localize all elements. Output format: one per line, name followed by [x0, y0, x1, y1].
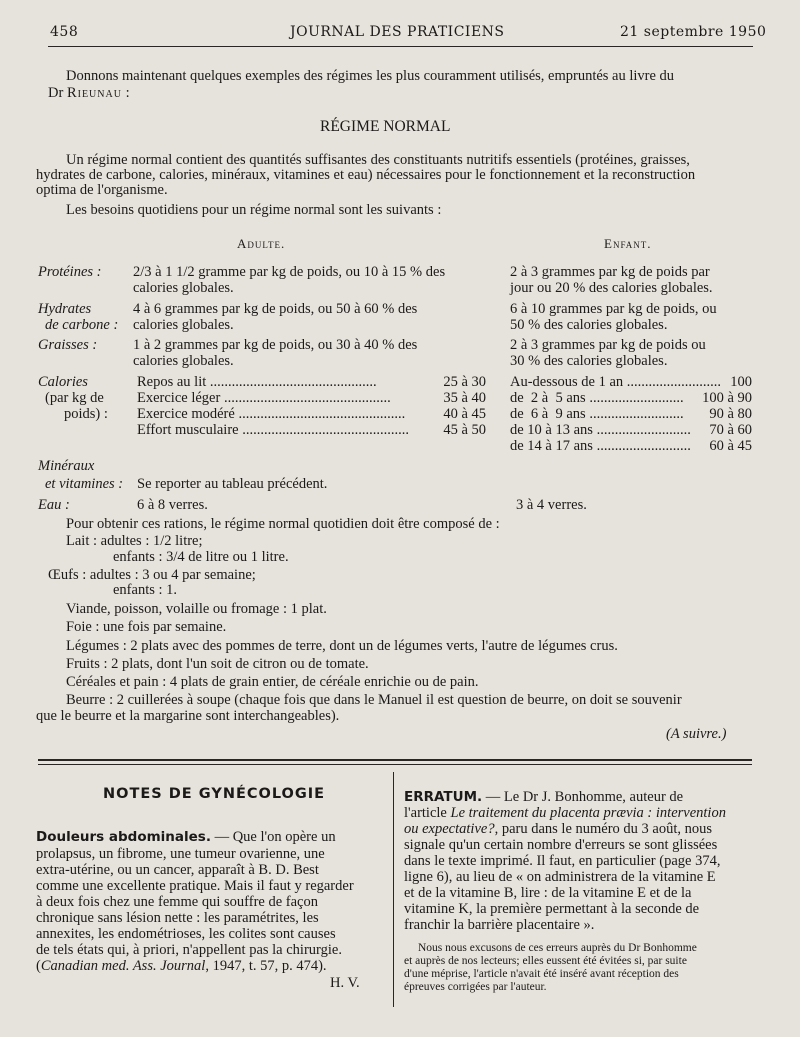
proteines-enfant-2: jour ou 20 % des calories globales. — [510, 280, 713, 296]
oeufs-enfants: enfants : 1. — [113, 582, 178, 598]
calories-enfant-label-2: de 2 à 5 ans .......................... — [510, 390, 684, 406]
label-mineraux-1: Minéraux — [38, 458, 95, 474]
item-cereales: Céréales et pain : 4 plats de grain entier, de céréale enrichie ou de pain. — [66, 674, 479, 690]
section-rule-top — [38, 759, 752, 761]
intro-line-1: Donnons maintenant quelques exemples des régimes les plus couramment utilisés, empruntés au livre du — [66, 68, 675, 84]
erratum-note-1: Nous nous excusons de ces erreurs auprès du Dr Bonhomme — [418, 942, 697, 954]
label-hydrates-1: Hydrates — [38, 301, 92, 317]
label-hydrates-2: de carbone : — [45, 317, 119, 333]
erratum-note-3: d'une méprise, l'article n'avait été inséré avant réception des — [404, 968, 679, 980]
calories-adulte-label-4: Effort musculaire .............................................. — [137, 422, 409, 438]
erratum-line-4: signale qu'un certain nombre d'erreurs se sont glissées — [404, 837, 718, 853]
hydrates-enfant-2: 50 % des calories globales. — [510, 317, 668, 333]
item-legumes: Légumes : 2 plats avec des pommes de terre, dont un de légumes verts, l'autre de légumes crus. — [66, 638, 618, 654]
erratum-line-9: franchir la barrière placentaire ». — [404, 917, 595, 933]
item-foie: Foie : une fois par semaine. — [66, 619, 227, 635]
regime-para-line-2: hydrates de carbone, calories, minéraux, vitamines et eau) nécessaires pour le fonctionnement et la reconstruction — [36, 167, 696, 183]
header-rule — [48, 46, 753, 47]
eau-adulte: 6 à 8 verres. — [137, 497, 208, 513]
eau-enfant: 3 à 4 verres. — [516, 497, 587, 513]
calories-adulte-label-2: Exercice léger .............................................. — [137, 390, 391, 406]
notes-line-6: chronique sans lésion nette : les paramétrites, les — [36, 910, 319, 926]
calories-enfant-label-4: de 10 à 13 ans .......................... — [510, 422, 691, 438]
label-graisses: Graisses : — [38, 337, 98, 353]
calories-enfant-value-2: 100 à 90 — [702, 390, 752, 406]
hydrates-enfant-1: 6 à 10 grammes par kg de poids, ou — [510, 301, 717, 317]
erratum-line-3: ou expectative?, paru dans le numéro du 3 août, nous — [404, 821, 713, 837]
hydrates-adulte-1: 4 à 6 grammes par kg de poids, ou 50 à 60 % des — [133, 301, 418, 317]
erratum-line-7: et de la vitamine B, lire : de la vitamine E et de la — [404, 885, 692, 901]
calories-enfant-label-3: de 6 à 9 ans .......................... — [510, 406, 684, 422]
proteines-adulte-2: calories globales. — [133, 280, 234, 296]
proteines-adulte-1: 2/3 à 1 1/2 gramme par kg de poids, ou 10 à 15 % des — [133, 264, 446, 280]
notes-line-4: comme une excellente pratique. Mais il faut y regarder — [36, 878, 354, 894]
label-calories-2: (par kg de — [45, 390, 104, 406]
beurre-line-1: Beurre : 2 cuillerées à soupe (chaque fois que dans le Manuel il est question de beurre, on doit se souvenir — [66, 692, 682, 708]
journal-title: JOURNAL DES PRATICIENS — [290, 24, 505, 40]
issue-date: 21 septembre 1950 — [620, 24, 767, 40]
mineraux-text: Se reporter au tableau précédent. — [137, 476, 328, 492]
hydrates-adulte-2: calories globales. — [133, 317, 234, 333]
notes-reference: (Canadian med. Ass. Journal, 1947, t. 57, p. 474). — [36, 958, 327, 974]
calories-enfant-value-4: 70 à 60 — [709, 422, 752, 438]
a-suivre: (A suivre.) — [666, 726, 727, 742]
calories-enfant-value-3: 90 à 80 — [709, 406, 752, 422]
col-heading-adulte: Adulte. — [237, 236, 286, 251]
label-mineraux-2: et vitamines : — [45, 476, 124, 492]
beurre-line-2: que le beurre et la margarine sont interchangeables). — [36, 708, 340, 724]
graisses-adulte-2: calories globales. — [133, 353, 234, 369]
notes-line-2: prolapsus, un fibrome, une tumeur ovarienne, une — [36, 846, 325, 862]
col-heading-enfant: Enfant. — [604, 236, 652, 251]
graisses-enfant-2: 30 % des calories globales. — [510, 353, 668, 369]
calories-enfant-value-5: 60 à 45 — [709, 438, 752, 454]
notes-line-1: Douleurs abdominales. — Que l'on opère un — [36, 829, 336, 845]
notes-line-7: annexites, les endométrioses, les colites sont causes — [36, 926, 336, 942]
lait-enfants: enfants : 3/4 de litre ou 1 litre. — [113, 549, 289, 565]
calories-enfant-label-5: de 14 à 17 ans .......................... — [510, 438, 691, 454]
erratum-line-8: vitamine K, la première permettant à la seconde de — [404, 901, 700, 917]
author-rieunau: Rieunau — [66, 85, 122, 101]
intro-line-2: Dr Rieunau : — [48, 85, 130, 101]
calories-adulte-value-4: 45 à 50 — [443, 422, 486, 438]
label-proteines: Protéines : — [38, 264, 102, 280]
calories-adulte-value-1: 25 à 30 — [443, 374, 486, 390]
oeufs-adultes: Œufs : adultes : 3 ou 4 par semaine; — [48, 567, 256, 583]
label-calories-3: poids) : — [64, 406, 108, 422]
page-number: 458 — [50, 24, 79, 40]
calories-adulte-value-3: 40 à 45 — [443, 406, 486, 422]
erratum-note-4: épreuves corrigées par l'auteur. — [404, 981, 547, 993]
regime-title: RÉGIME NORMAL — [320, 118, 451, 135]
label-eau: Eau : — [38, 497, 70, 513]
calories-enfant-value-1: 100 — [730, 374, 752, 390]
erratum-note-2: et auprès de nos lecteurs; elles eussent été évitées si, par suite — [404, 955, 687, 967]
lait-adultes: Lait : adultes : 1/2 litre; — [66, 533, 203, 549]
item-viande: Viande, poisson, volaille ou fromage : 1 plat. — [66, 601, 327, 617]
label-calories-1: Calories — [38, 374, 88, 390]
notes-line-3: extra-utérine, ou un cancer, apparaît à B. D. Best — [36, 862, 319, 878]
notes-title: NOTES DE GYNÉCOLOGIE — [103, 786, 326, 802]
composition-intro: Pour obtenir ces rations, le régime normal quotidien doit être composé de : — [66, 516, 500, 532]
calories-adulte-value-2: 35 à 40 — [443, 390, 486, 406]
section-rule-bottom — [38, 764, 752, 765]
notes-line-5: à deux fois chez une femme qui souffre de façon — [36, 894, 318, 910]
item-fruits: Fruits : 2 plats, dont l'un soit de citron ou de tomate. — [66, 656, 369, 672]
regime-para-line-1: Un régime normal contient des quantités suffisantes des constituants nutritifs essentiels (protéines, graisses, — [66, 152, 690, 168]
graisses-adulte-1: 1 à 2 grammes par kg de poids, ou 30 à 40 % des — [133, 337, 418, 353]
notes-signature: H. V. — [330, 975, 360, 991]
regime-para-2: Les besoins quotidiens pour un régime normal sont les suivants : — [66, 202, 442, 218]
calories-enfant-label-1: Au-dessous de 1 an .......................... — [510, 374, 722, 390]
erratum-heading: ERRATUM. — [404, 789, 483, 805]
calories-adulte-label-3: Exercice modéré .............................................. — [137, 406, 406, 422]
erratum-line-2: l'article Le traitement du placenta prævia : intervention — [404, 805, 726, 821]
erratum-line-6: ligne 6), au lieu de « on administrera de la vitamine E — [404, 869, 716, 885]
erratum-line-5: dans le texte imprimé. Il faut, en particulier (page 374, — [404, 853, 721, 869]
notes-line-8: de tels états qui, à priori, n'appellent pas la chirurgie. — [36, 942, 342, 958]
erratum-line-1: ERRATUM. — Le Dr J. Bonhomme, auteur de — [404, 789, 684, 805]
proteines-enfant-1: 2 à 3 grammes par kg de poids par — [510, 264, 710, 280]
column-divider — [393, 772, 394, 1007]
graisses-enfant-1: 2 à 3 grammes par kg de poids ou — [510, 337, 706, 353]
regime-para-line-3: optima de l'organisme. — [36, 182, 168, 198]
notes-heading: Douleurs abdominales. — [36, 829, 211, 845]
calories-adulte-label-1: Repos au lit .............................................. — [137, 374, 377, 390]
